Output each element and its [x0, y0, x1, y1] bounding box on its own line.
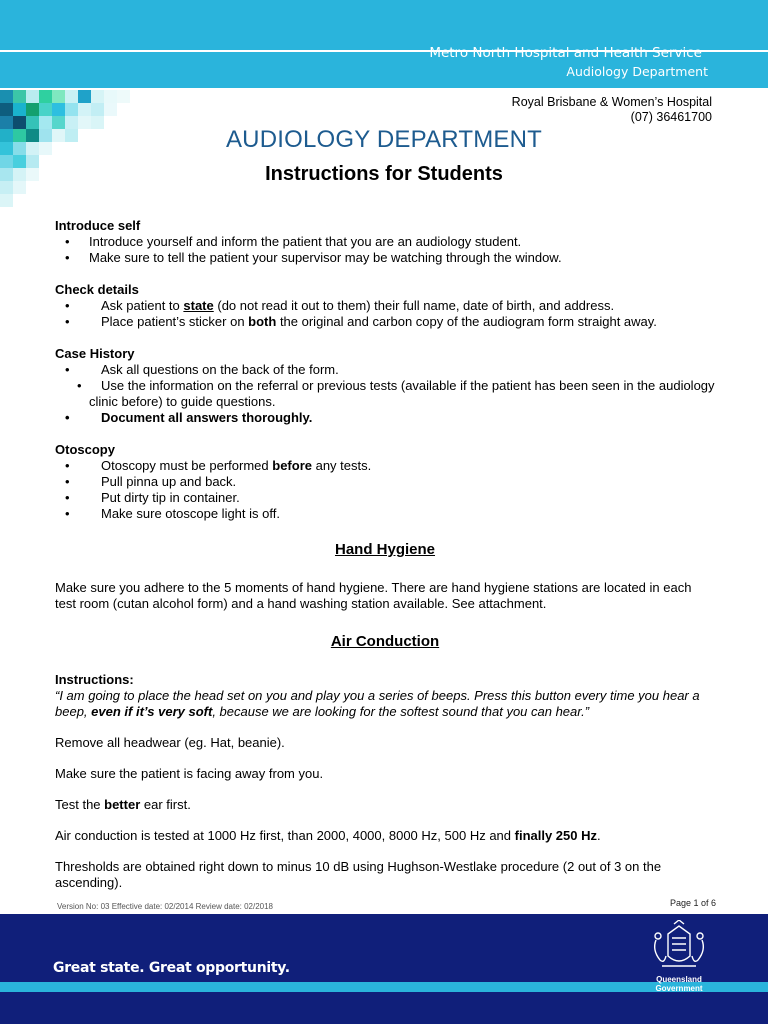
air-conduction-heading: Air Conduction [330, 633, 440, 650]
list-item: • Ask patient to state (do not read it out to them) their full name, date of birth, and address. [55, 298, 715, 314]
instructions-label: Instructions: [55, 672, 134, 687]
section-heading: Check details [55, 282, 139, 297]
department-name: Audiology Department [566, 64, 708, 79]
version-note: Version No: 03 Effective date: 02/2014 Review date: 02/2018 [57, 902, 273, 911]
paragraph: Remove all headwear (eg. Hat, beanie). [55, 735, 285, 750]
list-item: • Otoscopy must be performed before any tests. [55, 458, 715, 474]
page-title: AUDIOLOGY DEPARTMENT [225, 126, 543, 153]
section-otoscopy [55, 442, 715, 522]
hospital-info [512, 95, 712, 124]
service-name: Metro North Hospital and Health Service [429, 45, 702, 61]
list-item: • Make sure otoscope light is off. [55, 506, 715, 522]
crest-line-1: Queensland [656, 975, 702, 984]
section-case-history [55, 346, 715, 426]
document-body [55, 218, 715, 906]
hand-hygiene-text: Make sure you adhere to the 5 moments of hand hygiene. There are hand hygiene stations are located in each test room (cutan alcohol form) and a hand washing station available. See attachment. [55, 580, 692, 611]
page-number: Page 1 of 6 [669, 898, 716, 908]
crest-label [640, 975, 718, 993]
list-item: • Place patient’s sticker on both the original and carbon copy of the audiogram form straight away. [55, 314, 715, 330]
header-band-top [0, 0, 768, 50]
paragraph: Air conduction is tested at 1000 Hz first, than 2000, 4000, 8000 Hz, 500 Hz and finally 250 Hz. [55, 828, 601, 843]
paragraph: Make sure the patient is facing away from you. [55, 766, 324, 781]
list-item: • Pull pinna up and back. [55, 474, 715, 490]
hospital-name: Royal Brisbane & Women’s Hospital [511, 95, 712, 109]
section-check-details [55, 282, 715, 330]
hospital-phone: (07) 36461700 [630, 109, 712, 124]
section-introduce-self [55, 218, 715, 266]
section-heading: Introduce self [55, 218, 141, 233]
list-item: • Document all answers thoroughly. [55, 410, 715, 426]
list-item: • Use the information on the referral or previous tests (available if the patient has been seen in the audiology clinic before) to guide questions. [55, 378, 715, 410]
hand-hygiene-heading: Hand Hygiene [334, 541, 436, 558]
page-subtitle: Instructions for Students [265, 163, 503, 185]
section-heading: Case History [55, 346, 135, 361]
list-item: • Introduce yourself and inform the patient that you are an audiology student. [55, 234, 715, 250]
section-heading: Otoscopy [55, 442, 115, 457]
list-item: • Put dirty tip in container. [55, 490, 715, 506]
list-item: • Make sure to tell the patient your supervisor may be watching through the window. [55, 250, 715, 266]
crest-line-2: Government [655, 984, 703, 993]
paragraph: Thresholds are obtained right down to minus 10 dB using Hughson-Westlake procedure (2 out of 3 on the ascending). [55, 859, 662, 890]
instructions-quote: “I am going to place the head set on you and play you a series of beeps. Press this button every time you hear a beep, even if it’s very soft, because we are looking for the softest sound that you can hear.” [55, 688, 700, 719]
list-item: • Ask all questions on the back of the form. [55, 362, 715, 378]
paragraph: Test the better ear first. [55, 797, 191, 812]
footer-tagline: Great state. Great opportunity. [53, 960, 290, 976]
